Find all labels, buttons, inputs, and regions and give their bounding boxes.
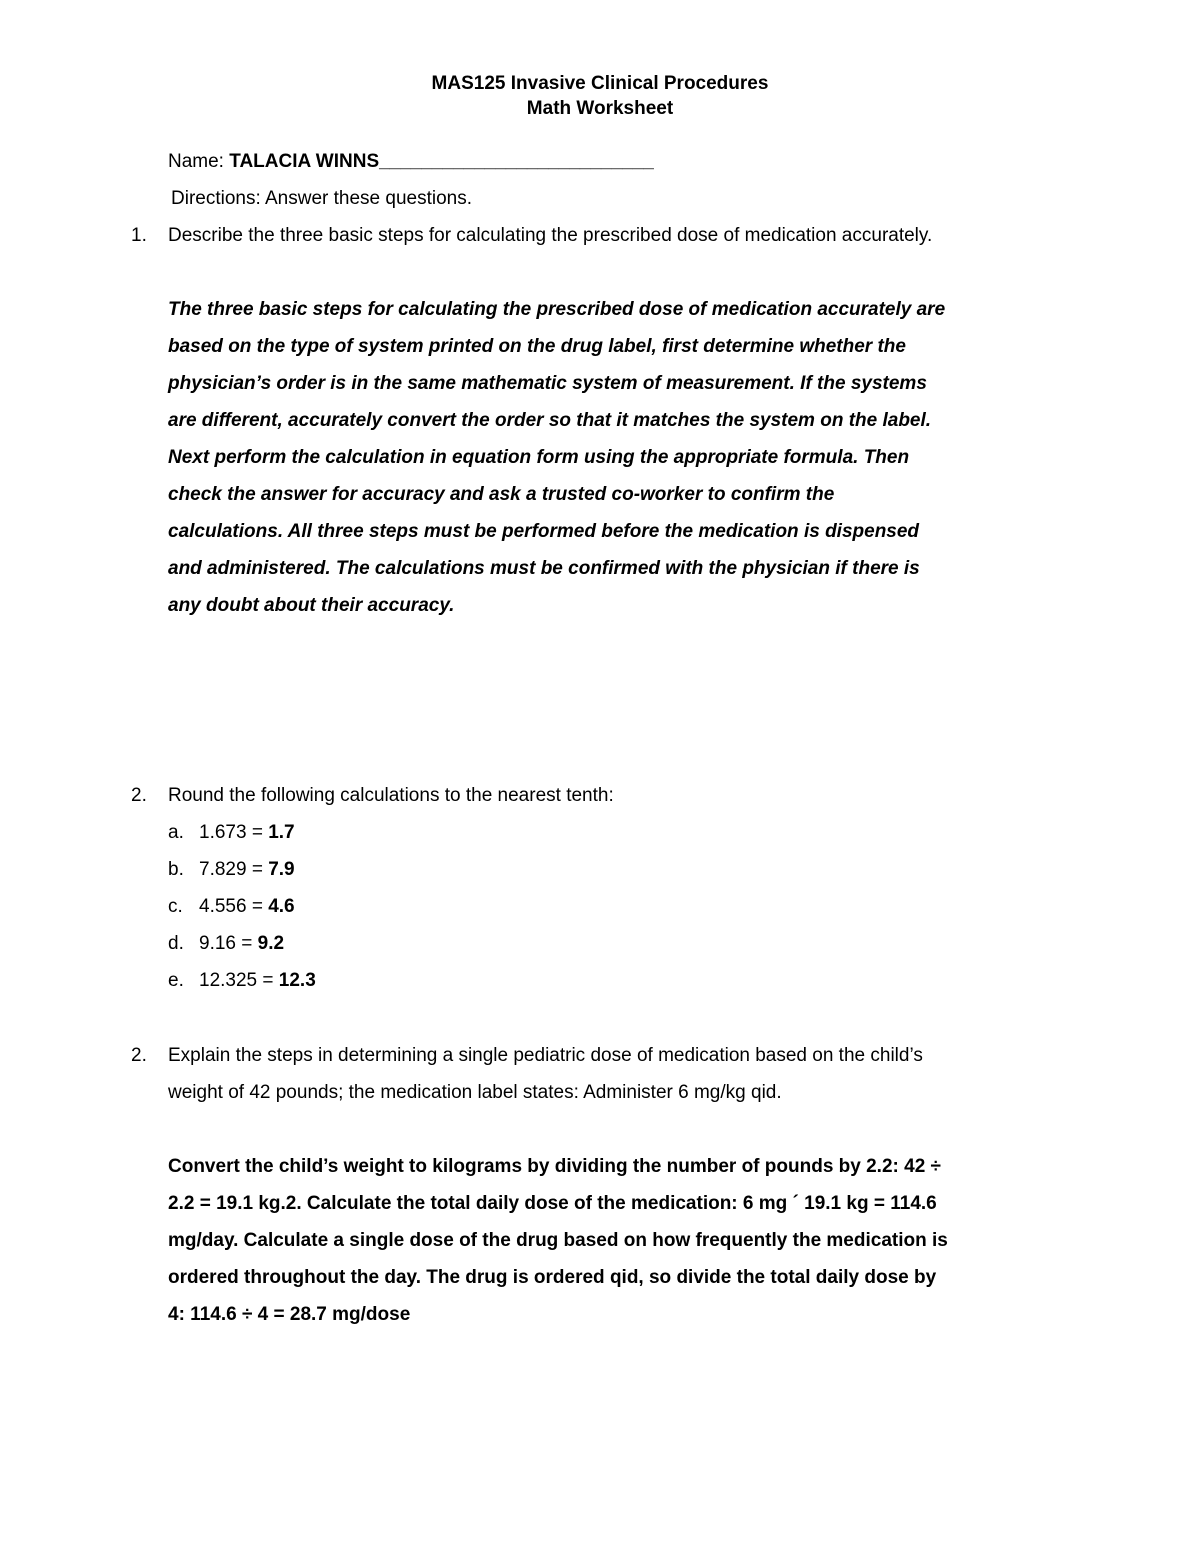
question-2-text: Round the following calculations to the nearest tenth: bbox=[168, 785, 614, 806]
question-1-text: Describe the three basic steps for calculating the prescribed dose of medication accurately. bbox=[168, 225, 933, 246]
question-1-number: 1. bbox=[131, 225, 147, 246]
item-letter: c. bbox=[168, 896, 183, 917]
item-letter: e. bbox=[168, 970, 184, 991]
question-3-number: 2. bbox=[131, 1045, 147, 1066]
answer-line: 4: 114.6 ÷ 4 = 28.7 mg/dose bbox=[168, 1304, 411, 1325]
answer-line: any doubt about their accuracy. bbox=[168, 595, 455, 616]
question-3-text-line: Explain the steps in determining a single pediatric dose of medication based on the child’s bbox=[168, 1045, 923, 1066]
name-line bbox=[168, 150, 654, 174]
question-2-number: 2. bbox=[131, 785, 147, 806]
name-label: Name: bbox=[168, 151, 224, 172]
item-expression: 4.556 = bbox=[199, 896, 269, 917]
item-answer: 7.9 bbox=[268, 859, 295, 880]
item-letter: a. bbox=[168, 822, 184, 843]
name-value: TALACIA WINNS__________________________ bbox=[229, 151, 654, 172]
answer-line: ordered throughout the day. The drug is ordered qid, so divide the total daily dose by bbox=[168, 1267, 937, 1288]
item-answer: 4.6 bbox=[268, 896, 295, 917]
item-answer: 9.2 bbox=[257, 933, 285, 954]
item-expression: 9.16 = bbox=[199, 933, 258, 954]
document-title: MAS125 Invasive Clinical Procedures bbox=[431, 73, 769, 94]
directions: Directions: Answer these questions. bbox=[171, 188, 472, 209]
item-letter: d. bbox=[168, 933, 184, 954]
item-expression: 12.325 = bbox=[199, 970, 279, 991]
answer-line: physician’s order is in the same mathematic system of measurement. If the systems bbox=[168, 373, 927, 394]
answer-line: and administered. The calculations must be confirmed with the physician if there is bbox=[168, 558, 920, 579]
answer-line: mg/day. Calculate a single dose of the drug based on how frequently the medication is bbox=[168, 1230, 948, 1251]
question-3-text-line: weight of 42 pounds; the medication label states: Administer 6 mg/kg qid. bbox=[168, 1082, 782, 1103]
answer-line: calculations. All three steps must be performed before the medication is dispensed bbox=[168, 521, 920, 542]
item-expression: 1.673 = bbox=[199, 822, 269, 843]
answer-line: based on the type of system printed on the drug label, first determine whether the bbox=[168, 336, 906, 357]
item-answer: 1.7 bbox=[268, 822, 295, 843]
answer-line: 2.2 = 19.1 kg.2. Calculate the total daily dose of the medication: 6 mg ´ 19.1 kg = 114.6 bbox=[168, 1193, 937, 1214]
item-letter: b. bbox=[168, 859, 184, 880]
answer-line: Convert the child’s weight to kilograms by dividing the number of pounds by 2.2: 42 ÷ bbox=[168, 1156, 941, 1177]
answer-line: are different, accurately convert the order so that it matches the system on the label. bbox=[168, 410, 932, 431]
answer-line: The three basic steps for calculating the prescribed dose of medication accurately are bbox=[168, 299, 946, 320]
answer-line: check the answer for accuracy and ask a trusted co-worker to confirm the bbox=[168, 484, 835, 505]
answer-line: Next perform the calculation in equation form using the appropriate formula. Then bbox=[168, 447, 910, 468]
item-expression: 7.829 = bbox=[199, 859, 269, 880]
item-answer: 12.3 bbox=[278, 970, 316, 991]
document-subtitle: Math Worksheet bbox=[526, 98, 674, 119]
